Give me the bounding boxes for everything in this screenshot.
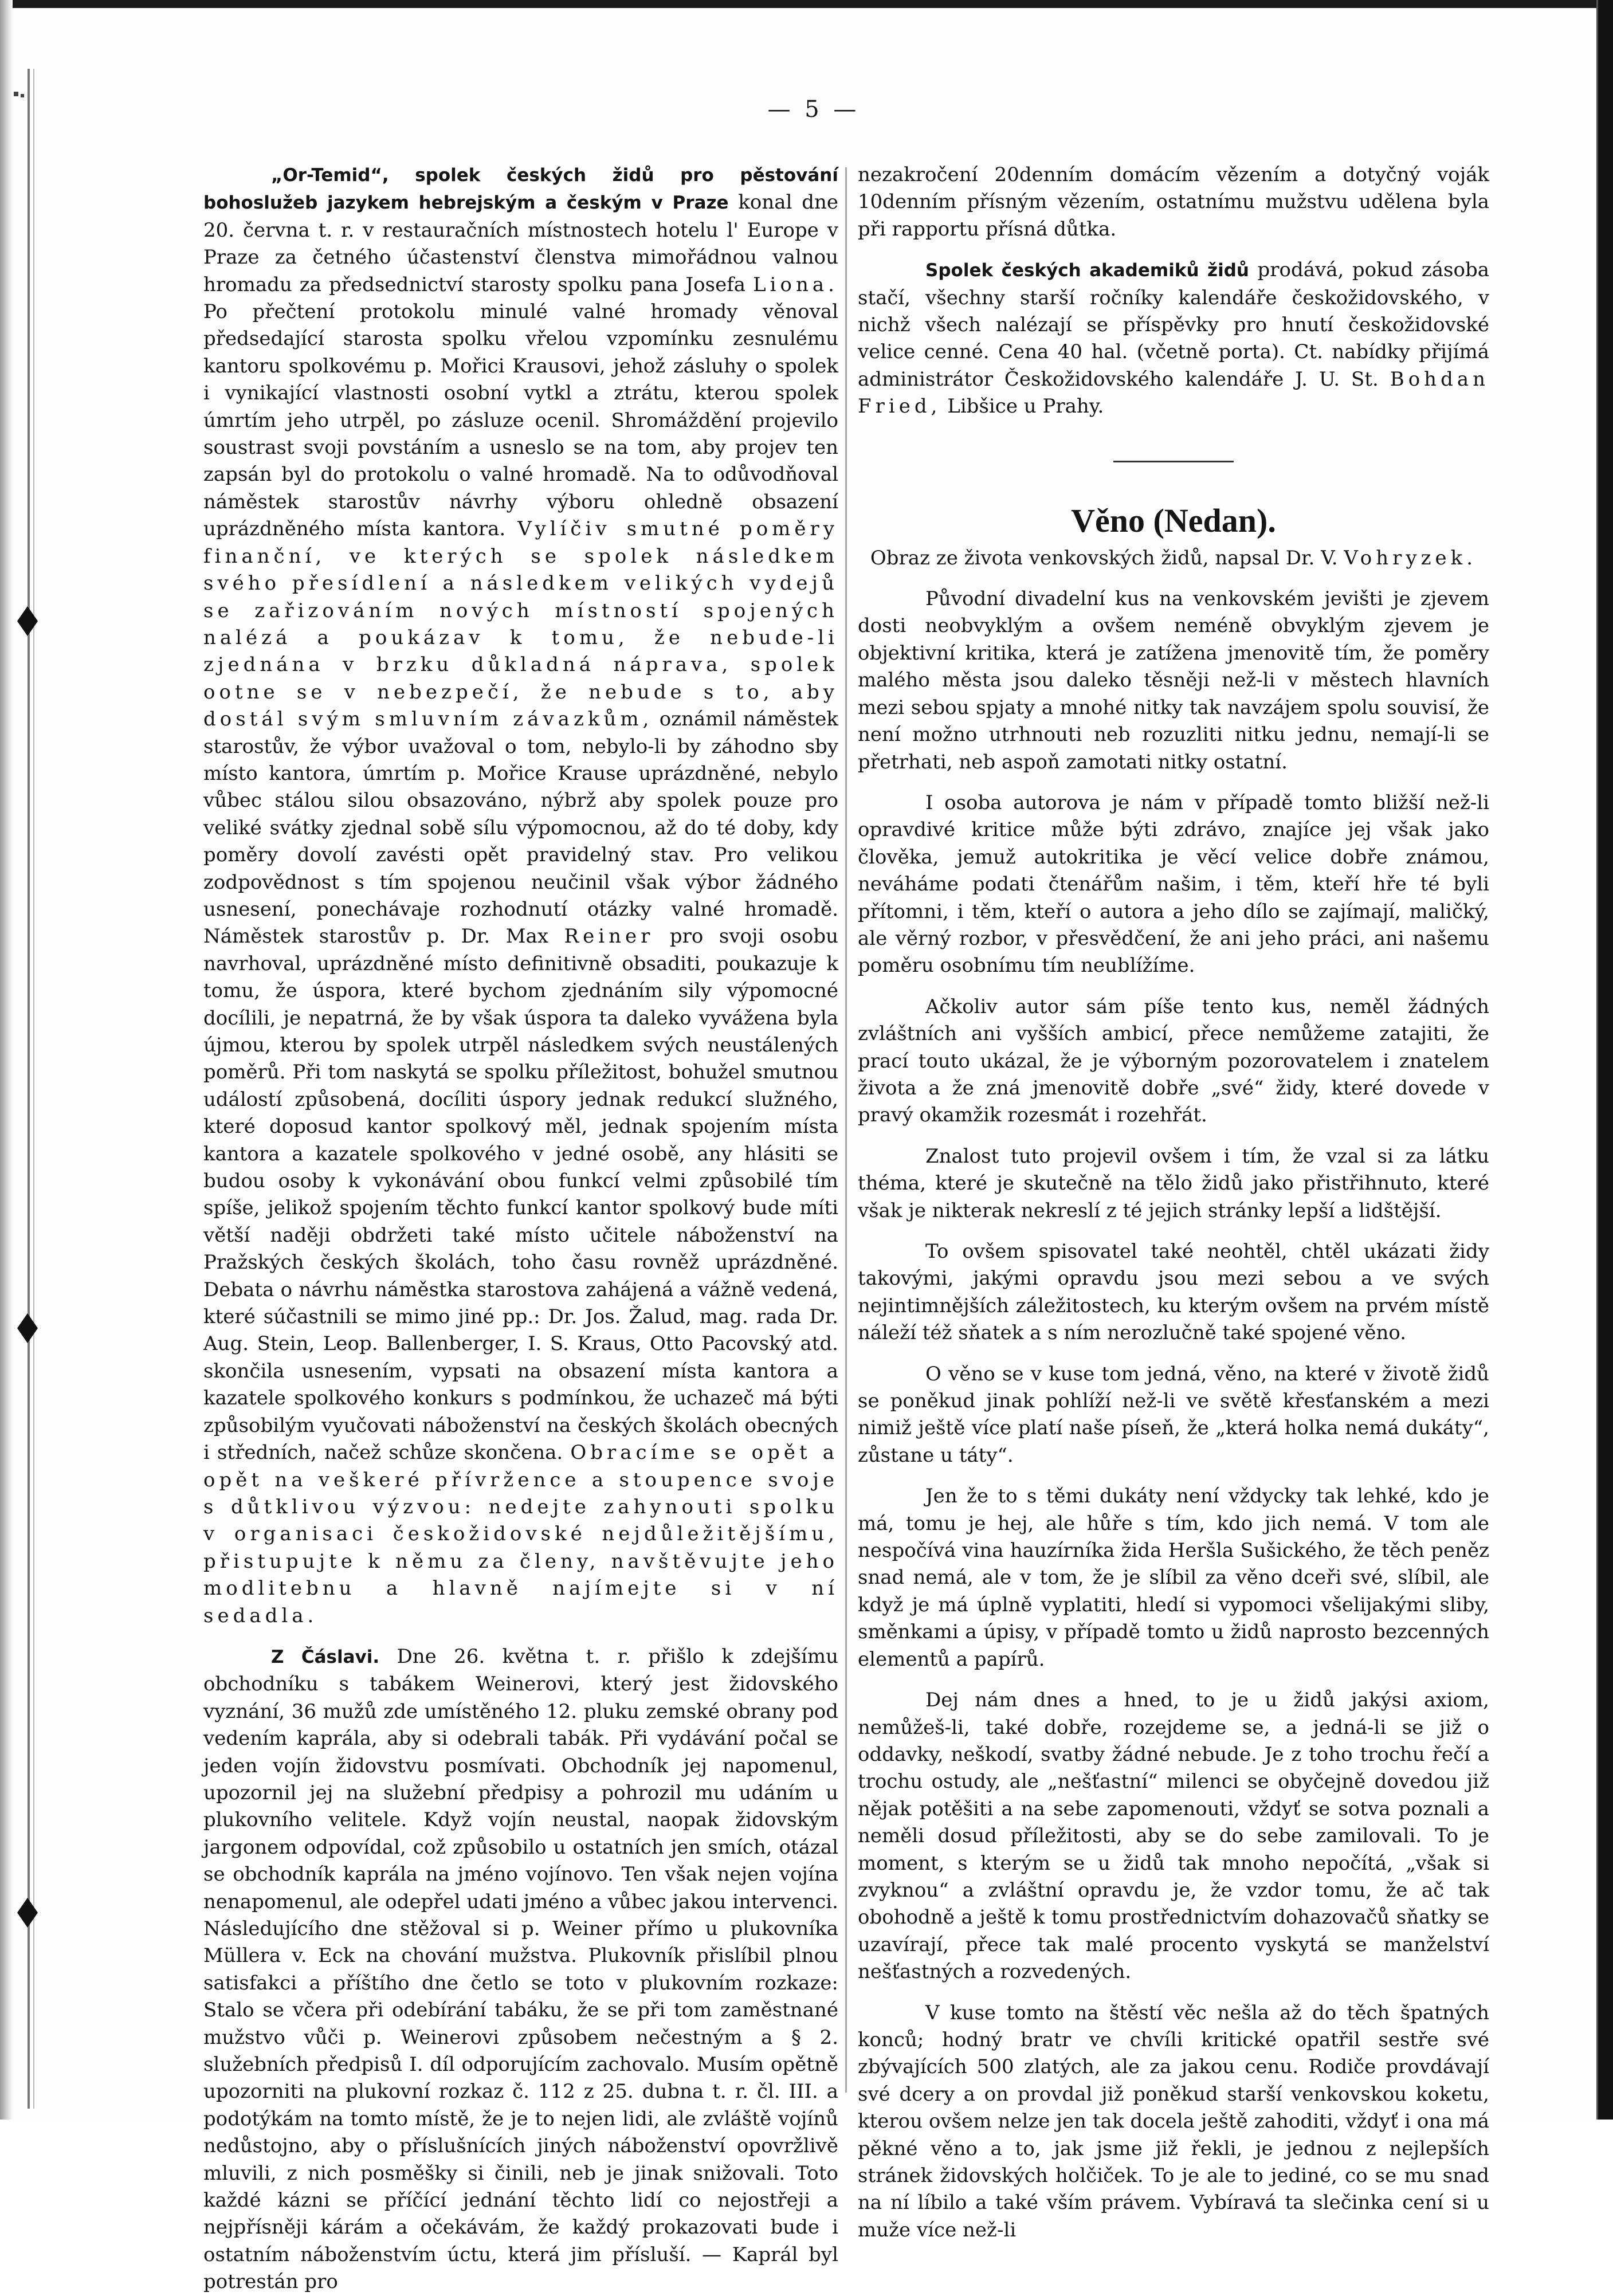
spolek-text-1: prodává, pokud zásoba stačí, všechny starší ročníky kalendáře českožidovského, v nichž všech nalézají se příspěvky pro hnutí českožidovské velice cenné. Cena 40 hal. (včetně porta). Ct. nabídky přijímá administrátor Českožidovského kalendáře J. U. St. (858, 258, 1490, 391)
veno-paragraph: Dej nám dnes a hned, to je u židů jakýsi axiom, nemůžeš-li, také dobře, rozejdeme se, a jedná-li se již o oddavky, neškodí, svatby žádné nebude. Je z toho trochu řečí a trochu ostudy, ale „nešťastní“ milenci se obyčejně dovedou již nějak potěšiti a na sebe zapomenouti, vždyť se sotva poznali a neměli dosud příležitosti, aby se do sebe zamilovali. To je moment, s kterým se u židů tak mnoho nepočítá, „však si zvyknou“ a zvláštní opravdu je, že vzdor tomu, že ač tak obohodně a ještě k tomu prostřednictvím dohazovačů sňatky se uzavírají, přece tak malé procento vyskytá se manželství nešťastných a rozvedených. (858, 1689, 1489, 1984)
binding-rule (28, 69, 30, 2109)
name-liona: Liona. (753, 273, 838, 296)
veno-paragraph: V kuse tomto na štěstí věc nešla až do těch špatných konců; hodný bratr ve chvíli kritické opatřil sestře své zbývajících 500 zlatých, ale za jakou cenu. Rodiče provdávají své dcery a on provdal již poněkud starší venkovskou koketu, kterou ovšem nelze jen tak docela ještě zahoditi, vždyť i ona má pěkné věno a to, jak jsme již řekli, je jednou z nejlepších stránek židovských holčiček. To je ale to jediné, co se mu snad na ní líbilo a také vším právem. Vybíravá ta slečinka cení si u muže více než-li (858, 2001, 1489, 2242)
column-divider (845, 167, 847, 2093)
scan-edge-right (1598, 0, 1613, 2120)
veno-paragraph: Ačkoliv autor sám píše tento kus, neměl žádných zvláštních ani vyšších ambicí, přece nemůžeme zatajiti, že prací touto ukázal, že je výborným pozorovatelem i znatelem života a že zná jmenovitě dobře „své“ židy, které dovede v pravý okamžik rozesmát i rozehřát. (858, 995, 1489, 1127)
veno-paragraph: Jen že to s těmi dukáty není vždycky tak lehké, kdo je má, tomu je hej, ale hůře s tím, kdo jich nemá. V tom ale nespočívá vina hauzírníka žida Heršla Sušického, že těch peněz snad nemá, ale v tom, že je slíbil za věno dceři své, slíbil, ale když je má úplně vyplatiti, hledí si vypomoci všelijakými sliby, směnkami a úpisy, v případě tomto u židů naprosto bezcenných elementů a papírů. (858, 1485, 1489, 1671)
or-temid-text-3: oznámil náměstek starostův, že výbor uvažoval o tom, nebylo-li by záhodno sby místo kantora, úmrtím p. Mořice Krause uprázdněné, nebylo vůbec stálou silou obsazováno, nýbrž aby spolek pouze pro veliké svátky zjednal sobě sílu výpomocnou, až do té doby, kdy poměry dovolí zavésti opět pravidelný stav. Pro velikou zodpovědnost s tím spojenou neučinil však výbor žádného usnesení, ponechávaje rozhodnutí otázky valné hromadě. Náměstek starostův p. Dr. Max (203, 708, 838, 948)
or-temid-spaced-2: Obracíme se opět a opět na veškeré přívržence a stoupence svoje s důtklivou výzvou: nedejte zahynouti spolku v organisaci českožidovské nejdůležitějšímu, přistupujte k němu za členy, navštěvujte jeho modlitebnu a hlavně najímejte si v ní sedadla. (203, 1441, 838, 1627)
veno-paragraph: To ovšem spisovatel také neohtěl, chtěl ukázati židy takovými, jakými opravdu jsou mezi sebou a ve svých nejintimnějších záležitostech, ku kterým ovšem na prvém místě náleží též sňatek a s ním nerozlučně také spojené věno. (858, 1240, 1489, 1345)
or-temid-text-4: pro svoji osobu navrhoval, uprázdněné místo definitivně obsaditi, poukazuje k tomu, že úspora, které bychom zjednáním sily výpomocné docílili, je nepatrná, že by však úspora ta daleko vyvážena byla újmou, kterou by spolek utrpěl následkem svých neustálených poměrů. Při tom naskytá se spolku příležitost, bohužel smutnou událostí způsobená, docíliti úspory jednak redukcí služného, které doposud kantor spolkový měl, jednak spojením místa kantora a kazatele spolkového v jedné osobě, any hlásiti se budou osoby k vykonávání obou funkcí velmi způsobilé tím spíše, jelikož spojením těchto funkcí kantor spolkový bude míti větší naději obdržeti také místo učitele náboženství na Pražských českých školách, toho času rovněž uprázdněné. Debata o návrhu náměstka starostova zahájená a vážně vedená, které súčastnili se mimo jiné pp.: Dr. Jos. Žalud, mag. rada Dr. Aug. Stein, Leop. Ballenberger, I. S. Kraus, Otto Pacovský atd. skončila usnesením, vypsati na obsazení místa kantora a kazatele spolkového konkurs s podmínkou, že uchazeč má býti způsobilým vyučovati náboženství na českých školách obecných i středních, načež schůze skončena. (203, 925, 839, 1465)
spolek-text-2: Libšice u Prahy. (947, 395, 1104, 418)
scan-edge-left (0, 0, 13, 2120)
binding-punch-icon (17, 621, 38, 636)
spolek-name: Bohdan Fried, (858, 367, 1490, 418)
or-temid-text-1: konal dne 20. června t. r. v restauračních místnostech hotelu l' Europe v Praze za četného účastenství členstva mimořádnou valnou hromadu za předsednictví starosty spolku pana Josefa (203, 191, 838, 296)
section-rule (1113, 461, 1234, 462)
binding-rule-thin (33, 69, 34, 2109)
caslav-article (203, 1643, 838, 2296)
binding-punch-icon (17, 1328, 38, 1343)
veno-paragraph: I osoba autorova je nám v případě tomto bližší než-li opravdivé kritice může býti zdrávo, znajíce jej však jako člověka, jemuž autokritika je věcí velice dobře známou, neváháme podati čtenářům našim, i těm, kteří hře té byli přítomni, i těm, kteří o autora a jeho dílo se zajímají, maličký, ale věrný rozbor, v přesvědčení, že ani jeho práci, ani našemu poměru osobnímu tím neublížíme. (858, 791, 1489, 978)
binding-punch-icon (17, 606, 38, 621)
or-temid-article (203, 162, 838, 1630)
name-reiner: Reiner (564, 925, 654, 948)
article-title: Věno (Nedan). (1071, 501, 1276, 539)
binding-punch-icon (17, 1913, 38, 1928)
article-subtitle (858, 545, 1489, 572)
left-column (203, 162, 838, 2296)
scan-speck (14, 92, 18, 96)
binding-punch-icon (17, 1313, 38, 1328)
binding-punch-icon (17, 1898, 38, 1913)
spolek-notice (858, 257, 1489, 420)
right-column (858, 162, 1489, 2244)
caslav-continuation: nezakročení 20denním domácím vězením a dotyčný voják 10denním přísným vězením, ostatnímu mužstvu udělena byla při rapportu přísná důtka. (858, 163, 1489, 241)
or-temid-spaced-1: Vylíčiv smutné poměry finanční, ve kterých se spolek následkem svého přesídlení a následkem velikých vydejů se zařizováním nových místností spojených nalézá a poukázav k tomu, že nebude-li zjednána v brzku důkladná náprava, spolek ootne se v nebezpečí, že nebude s to, aby dostál svým smluvním závazkům, (203, 517, 839, 731)
scan-speck (21, 94, 24, 97)
spolek-lead: Spolek českých akademiků židů (925, 260, 1249, 281)
or-temid-lead: „Or-Temid“, spolek českých židů pro pěstování bohoslužeb jazykem hebrejským a českým v Praze (203, 165, 838, 214)
veno-paragraph: Původní divadelní kus na venkovském jevišti je zjevem dosti neobvyklým a ovšem neméně obvyklým zjevem je objektivní kritika, která je zatížena jmenovitě tím, že poměry malého města jsou daleko těsněji než-li v městech hlavních mezi sebou spjaty a mnohé nitky tak navzájem spolu souvisí, že není možno utrhnouti neb rozuzliti nitku jednu, nemají-li se přetrhati, neb aspoň zamotati nitky ostatní. (858, 587, 1489, 774)
caslav-text: Dne 26. května t. r. přišlo k zdejšímu obchodníku s tabákem Weinerovi, který jest židovského vyznání, 36 mužů zde umístěného 12. pluku zemské obrany pod vedením kaprála, aby si odebrali tabák. Při vydávání počal se jeden vojín židovstvu posmívati. Obchodník jej napomenul, upozornil jej na služební předpisy a pohrozil mu udáním u plukovního velitele. Když vojín neustal, naopak židovským jargonem odpovídal, což způsobilo u ostatních jen smích, otázal se obchodník kaprála na jméno vojínovo. Ten však nejen vojína nenapomenul, ale odepřel udati jméno a vůbec jakou intervenci. Následujícího dne stěžoval si p. Weiner přímo u plukovníka Müllera v. Eck na chování mužstva. Plukovník přislíbil plnou satisfakci a příštího dne četlo se toto v plukovním rozkaze: Stalo se včera při odebírání tabáku, že se při tom zaměstnané mužstvo vůči p. Weinerovi způsobem nečestným a § 2. služebních předpisů I. díl odporujícím zachovalo. Musím opětně upozorniti na plukovní rozkaz č. 112 z 25. dubna t. r. čl. III. a podotýkám na tomto místě, že je to nejen lidi, ale zvláště vojínů nedůstojno, aby o příslušnících jiných náboženství opovržlivě mluvili, z nich posměšky si činili, neb je jinak snižovali. Toto každé kázni se příčící jednání těchto lidí co nejostřeji a nejpřísněji kárám a očekávám, že každý prokazovati bude i ostatním náboženstvím úctu, která jim přísluší. — Kaprál byl potrestán pro (203, 1645, 839, 2294)
veno-paragraph: O věno se v kuse tom jedná, věno, na které v životě židů se poněkud jinak pohlíží než-li ve světě křesťanském a mezi nimiž ještě více platí naše píseň, že „která holka nemá dukáty“, zůstane u táty“. (858, 1362, 1489, 1467)
scan-edge-top (0, 0, 1613, 8)
veno-paragraph: Znalost tuto projevil ovšem i tím, že vzal si za látku théma, které je skutečně na tělo židů jako přistřihnuto, které však je nikterak nekreslí z té jejich stránky lepší a lidštější. (858, 1144, 1489, 1222)
caslav-lead: Z Čáslavi. (271, 1646, 380, 1667)
author-name: Vohryzek. (1344, 546, 1477, 570)
subtitle-text: Obraz ze života venkovských židů, napsal Dr. V. (870, 546, 1338, 570)
page-number: — 5 — (767, 96, 860, 123)
or-temid-text-2: Po přečtení protokolu minulé valné hromady věnoval předsedající starosta spolku vřelou vzpomínku zesnulému kantoru spolkovému p. Mořici Krausovi, jehož zásluhy o spolek i vynikající vlastnosti osobní vytkl a ztrátu, kterou spolek úmrtím jeho utrpěl, po zásluze ocenil. Shromáždění projevilo soustrast svoji povstáním a usneslo se na tom, aby projev ten zapsán byl do protokolu o valné hromadě. Na to odůvodňoval náměstek starostův návrhy výboru ohledně obsazení uprázdněného místa kantora. (203, 300, 838, 541)
scan-edge-right-line (1596, 0, 1598, 2120)
